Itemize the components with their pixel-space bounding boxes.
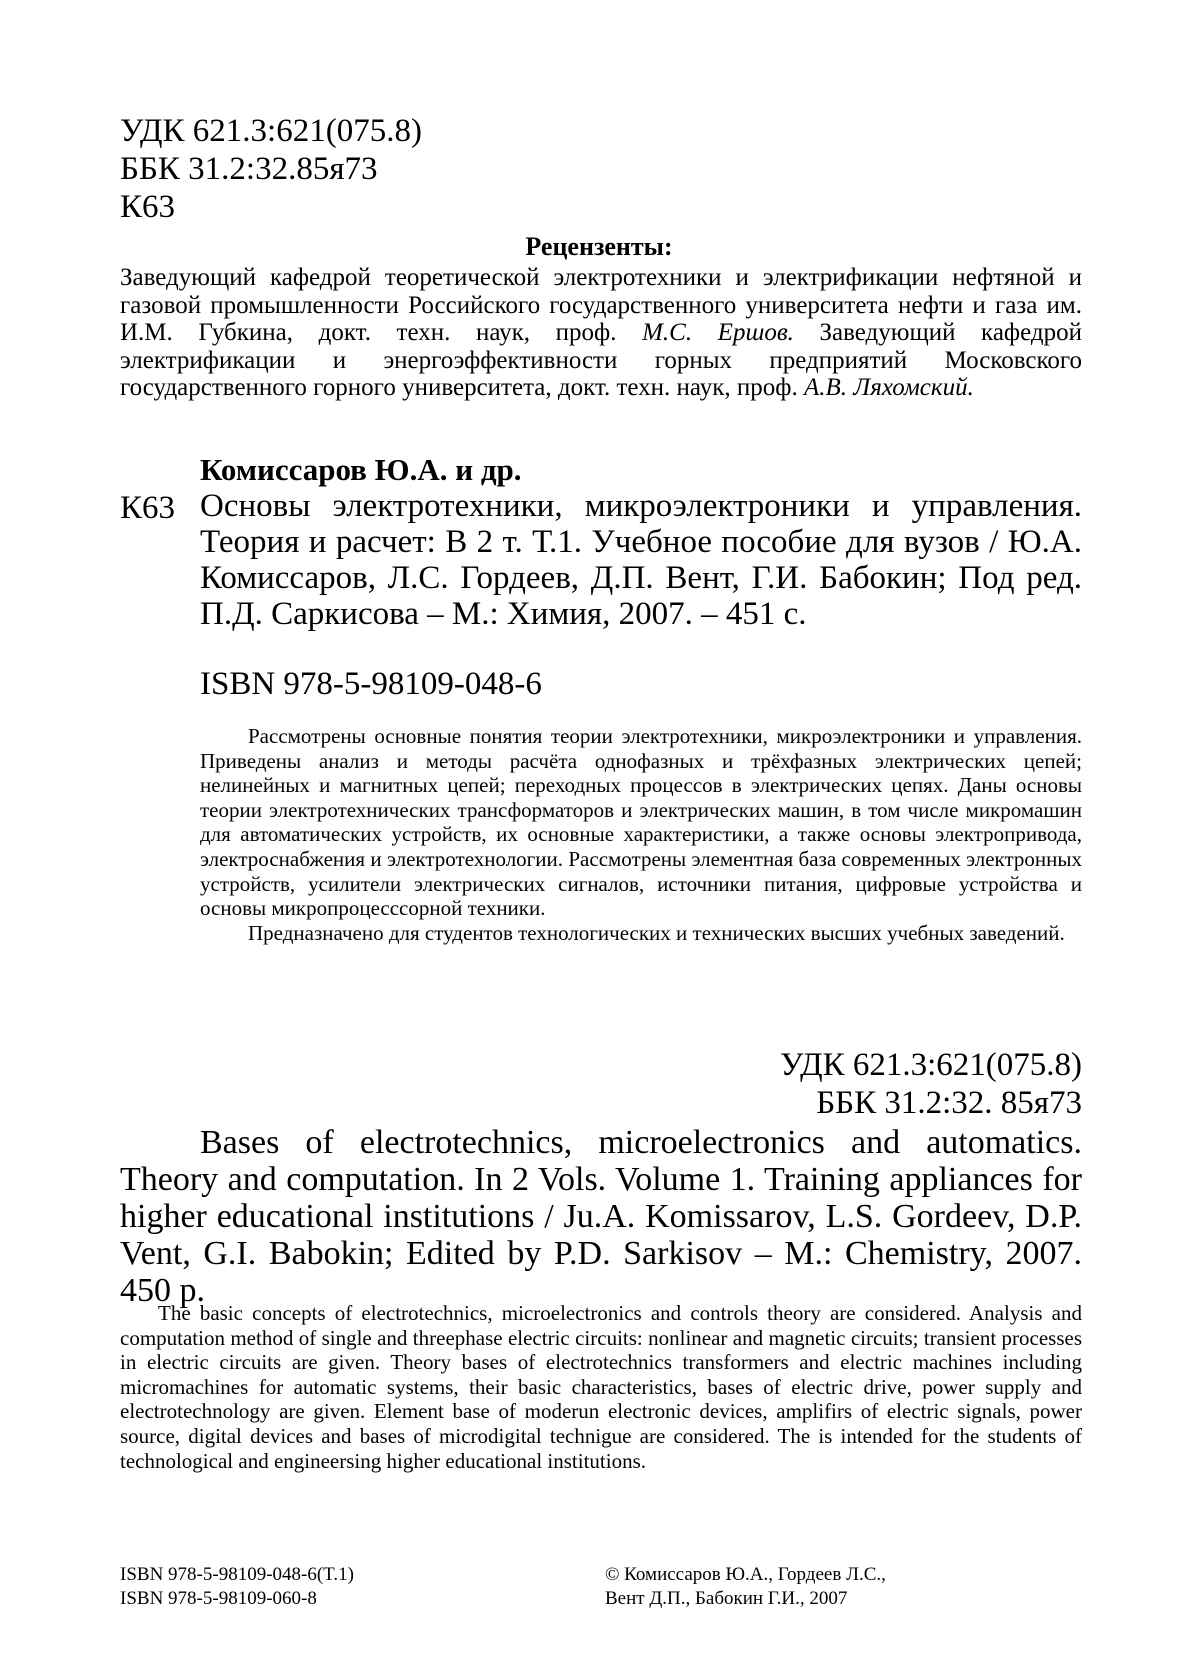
book-isbn: ISBN 978-5-98109-048-6 bbox=[200, 666, 542, 702]
english-title: Bases of electrotechnics, microelectronics and automatics. Theory and computation. In 2 Vols. Volume 1. Training appliances for higher educational institutions / Ju.A. Komissarov, L.S. Gordeev, D.P. Vent, G.I. Babokin; Edited by P.D. Sarkisov – M.: Chemistry, 2007. 450 p. bbox=[120, 1124, 1082, 1309]
copyright-line-1: © Комиссаров Ю.А., Гордеев Л.С., bbox=[605, 1564, 886, 1585]
book-mark: К63 bbox=[120, 490, 176, 526]
reviewers-text bbox=[120, 264, 1082, 402]
abstract-ru-paragraph-2: Предназначено для студентов технологических и технических высших учебных заведений. bbox=[248, 920, 1065, 945]
footer-isbn-1: ISBN 978-5-98109-048-6(T.1) bbox=[120, 1564, 354, 1585]
footer-isbn-2: ISBN 978-5-98109-060-8 bbox=[120, 1588, 317, 1609]
classification-codes bbox=[120, 112, 422, 226]
reviewers-heading: Рецензенты: bbox=[525, 232, 673, 261]
udk-code-bottom: УДК 621.3:621(075.8) bbox=[780, 1047, 1082, 1083]
author-heading: Комиссаров Ю.А. и др. bbox=[200, 452, 522, 487]
abstract-ru-paragraph-1: Рассмотрены основные понятия теории электротехники, микроэлектроники и управления. Приведены анализ и методы расчёта однофазных и трёхфазных электрических цепей; нелинейных и магнитных цепей; переходных процессов в электрических цепях. Даны основы теории электротехнических трансформаторов и электрических машин, в том числе микромашин для автоматических устройств, их основные характеристики, а также основы электропривода, электроснабжения и электротехнологии. Рассмотрены элементная база современных электронных устройств, усилители электрических сигналов, источники питания, цифровые устройства и основы микропроцесссорной техники. bbox=[200, 724, 1082, 921]
footer-copyright bbox=[605, 1563, 886, 1611]
bbk-code-bottom: ББК 31.2:32. 85я73 bbox=[816, 1085, 1082, 1121]
book-description: Основы электротехники, микроэлектроники и управления. Теория и расчет: В 2 т. Т.1. Учебное пособие для вузов / Ю.А. Комиссаров, Л.С. Гордеев, Д.П. Вент, Г.И. Бабокин; Под ред. П.Д. Саркисова – М.: Химия, 2007. – 451 с. bbox=[200, 488, 1082, 632]
abstract-russian bbox=[200, 724, 1082, 945]
reviewer-2-name: А.В. Ляхомский. bbox=[803, 374, 974, 401]
reviewer-1-position: Заведующий кафедрой теоретической электротехники и электрификации нефтяной и газовой промышленности Российского государственного университета нефти и газа им. И.М. Губкина, докт. техн. наук, проф. bbox=[120, 264, 1082, 346]
udk-code: УДК 621.3:621(075.8) bbox=[120, 113, 422, 149]
footer-isbn bbox=[120, 1563, 354, 1611]
reviewer-2-position: Заведующий кафедрой электрификации и энергоэффективности горных предприятий Московского государственного горного университета, докт. техн. наук, проф. bbox=[120, 319, 1082, 401]
classification-codes-bottom bbox=[780, 1046, 1082, 1122]
copyright-line-2: Вент Д.П., Бабокин Г.И., 2007 bbox=[605, 1588, 848, 1609]
author-mark: К63 bbox=[120, 189, 176, 225]
reviewer-1-name: М.С. Ершов. bbox=[642, 319, 794, 346]
abstract-english: The basic concepts of electrotechnics, microelectronics and controls theory are considered. Analysis and computation method of single and threephase electric circuits: nonlinear and magnetic circuits; transient processes in electric circuits are given. Theory bases of electrotechnics transformers and electric machines including micromachines for automatic systems, their basic characteristics, bases of electric drive, power supply and electrotechnology are given. Element base of moderun electronic devices, amplifirs of electric signals, power source, digital devices and bases of microdigital technigue are considered. The is intended for the students of technological and engineersing higher educational institutions. bbox=[120, 1301, 1082, 1473]
bbk-code: ББК 31.2:32.85я73 bbox=[120, 151, 378, 187]
